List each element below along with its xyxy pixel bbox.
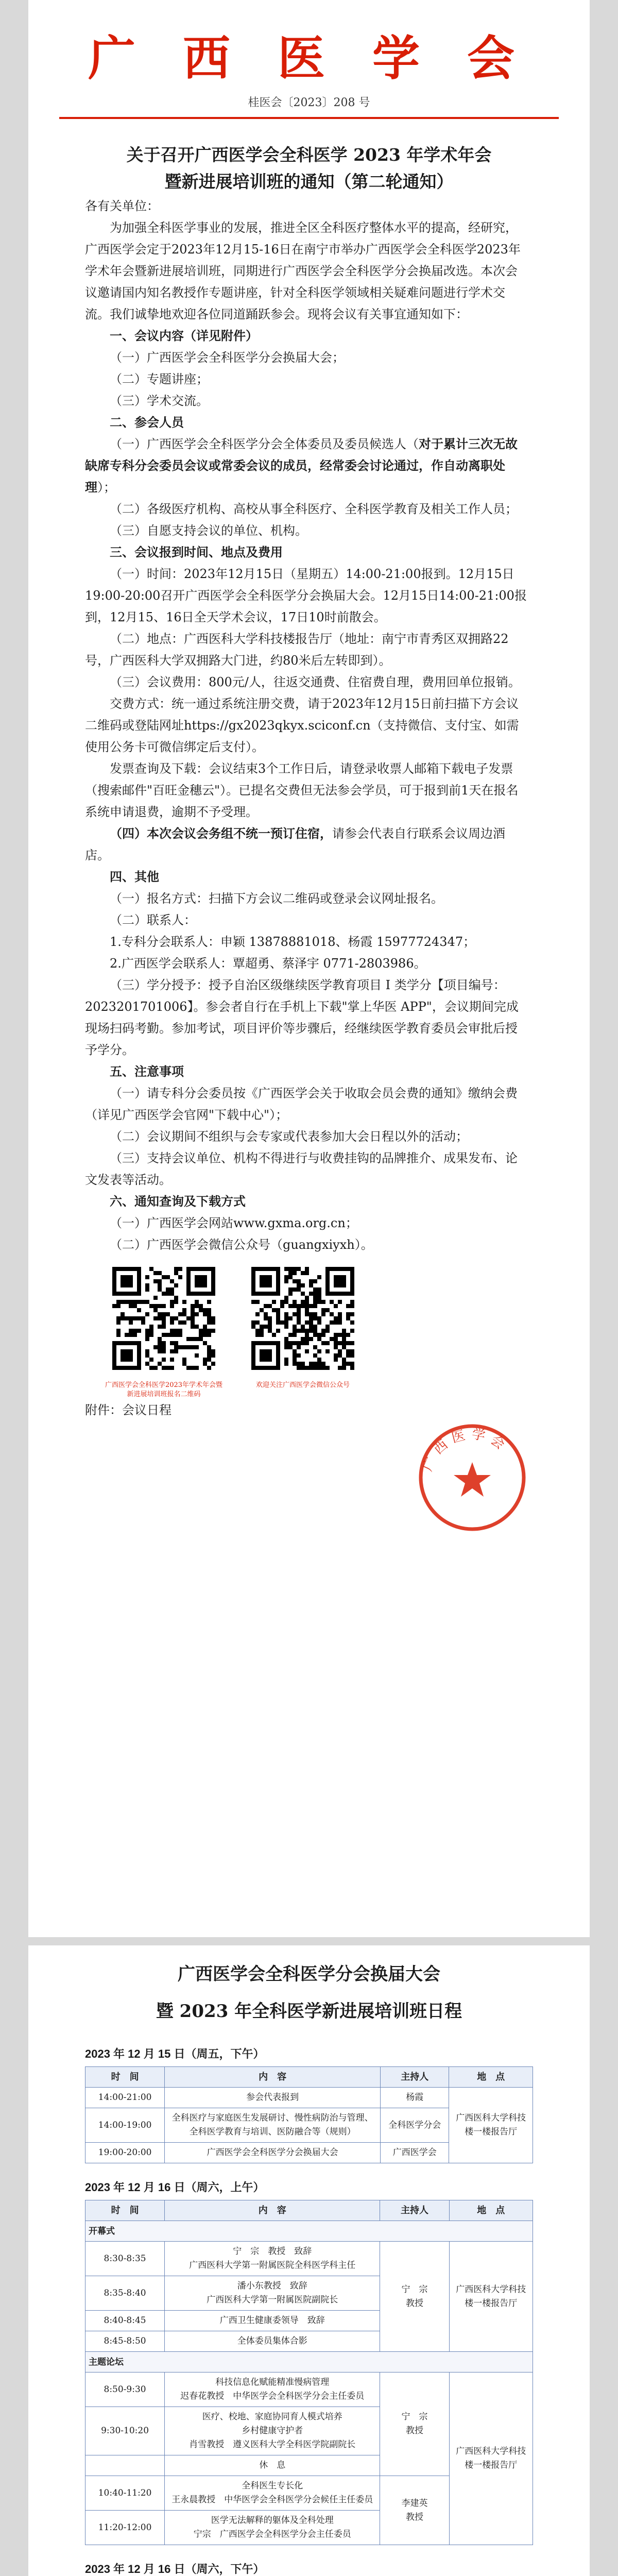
time-paragraph: （一）时间：2023年12月15日（星期五）14:00-21:00报到。12月15日19:00-20:00召开广西医学会全科医学分会换届大会。12月15日14:00-21:00报到，12月15、16日全天学术会议，17日10时前散会。 <box>85 567 527 624</box>
seal-area <box>28 1421 590 1539</box>
wechat-line: （二）广西医学会微信公众号（guangxiyxh）。 <box>110 1238 373 1252</box>
cell-content: 全科医疗与家庭医生发展研讨、慢性病防治与管理、全科医学教育与培训、医防融合等（规则） <box>165 2108 381 2143</box>
lodging-paragraph <box>85 823 529 866</box>
col-place: 地 点 <box>449 2067 533 2088</box>
notice-page <box>28 0 590 1937</box>
cell-place: 广西医科大学科技楼一楼报告厅 <box>449 2242 533 2352</box>
attendee-para-2: （二）各级医疗机构、高校从事全科医疗、全科医学教育及相关工作人员； <box>110 502 518 516</box>
salutation: 各有关单位： <box>85 199 159 213</box>
attendee-para-1-c: ）； <box>97 480 116 495</box>
svg-text:广西医学会 <box>420 1426 511 1473</box>
lodging-bold: （四）本次会议会务组不统一预订住宿， <box>110 826 332 841</box>
invoice-paragraph: 发票查询及下载：会议结束3个工作日后，请登录收票人邮箱下载电子发票（搜索邮件"百旺金穗云"）。已提名交费但无法参会学员，可于报到前1天在报名系统申请退费，逾期不予受理。 <box>85 761 519 819</box>
section-1-item: （二）专题讲座； <box>110 372 209 386</box>
cell-time: 8:45-8:50 <box>85 2331 165 2352</box>
contact-line: 2.广西医学会联系人：覃超勇、蔡泽宇 0771-2803986。 <box>110 956 426 971</box>
cell-time: 14:00-19:00 <box>85 2108 165 2143</box>
official-seal-icon <box>416 1421 529 1534</box>
section-label-opening: 开幕式 <box>85 2221 533 2242</box>
cell-time: 8:50-9:30 <box>85 2372 165 2407</box>
schedule-page <box>28 1945 590 2576</box>
cell-host: 宁 宗 教授 <box>380 2242 449 2352</box>
cell-content: 潘小东教授 致辞 广西医科大学第一附属医院副院长 <box>165 2276 380 2311</box>
cell-content: 全科医生专长化 王永晨教授 中华医学会全科医学分会候任主任委员 <box>165 2476 380 2511</box>
day-2-table <box>85 2200 533 2545</box>
day-1-table <box>85 2066 533 2163</box>
section-1-heading: 一、会议内容（详见附件） <box>110 328 258 343</box>
wechat-qr <box>244 1267 362 1399</box>
cell-time: 11:20-12:00 <box>85 2511 165 2545</box>
title-line-1: 关于召开广西医学会全科医学 2023 年学术年会 <box>126 145 492 165</box>
credit-paragraph: （三）学分授予：授予自治区级继续医学教育项目 I 类学分【项目编号：2023201701006】。参会者自行在手机上下载"掌上华医 APP"，会议期间完成现场扫码考勤。参加考试，项目评价等步骤后，经继续医学教育委员会审批后授予学分。 <box>85 978 519 1057</box>
col-host: 主持人 <box>380 2200 449 2221</box>
title-line-2: 暨新进展培训班的通知（第二轮通知） <box>164 172 454 192</box>
section-row <box>85 2352 533 2372</box>
registration-qr-code-icon[interactable] <box>112 1267 215 1370</box>
document-number: 桂医会〔2023〕208 号 <box>248 96 370 109</box>
cell-time: 8:35-8:40 <box>85 2276 165 2311</box>
payment-paragraph: 交费方式：统一通过系统注册交费，请于2023年12月15日前扫描下方会议二维码或登陆网址https://gx2023qkyx.sciconf.cn（支持微信、支付宝、如需使用公务卡可微信绑定后支付）。 <box>85 697 519 754</box>
section-1-item: （一）广西医学会全科医学分会换届大会； <box>110 350 345 365</box>
col-time: 时 间 <box>85 2067 165 2088</box>
contacts-heading: （二）联系人： <box>110 913 196 927</box>
day-2-heading: 2023 年 12 月 16 日（周六，上午） <box>85 2181 265 2194</box>
cell-time: 8:40-8:45 <box>85 2311 165 2331</box>
cell-host: 杨霞 <box>381 2088 449 2108</box>
attachment-note: 附件：会议日程 <box>85 1403 171 1417</box>
cell-content: 医学无法解释的躯体及全科处理 宁宗 广西医学会全科医学分会主任委员 <box>165 2511 380 2545</box>
location-paragraph: （二）地点：广西医科大学科技楼报告厅（地址：南宁市青秀区双拥路22号，广西医科大学双拥路大门进，约80米后左转即到）。 <box>85 632 509 668</box>
schedule-title-line-1: 广西医学会全科医学分会换届大会 <box>178 1964 440 1985</box>
col-host: 主持人 <box>381 2067 449 2088</box>
section-3-heading: 三、会议报到时间、地点及费用 <box>110 545 283 560</box>
seal-text: 广西医学会 <box>420 1426 512 1474</box>
col-content: 内 容 <box>165 2067 381 2088</box>
registration-qr-caption: 广西医学会全科医学2023年学术年会暨新进展培训班报名二维码 <box>105 1381 223 1398</box>
notes-paragraph: （二）会议期间不组织与会专家或代表参加大会日程以外的活动； <box>110 1129 468 1144</box>
cell-host: 全科医学分会 <box>381 2108 449 2143</box>
section-4-heading: 四、其他 <box>110 869 159 884</box>
cell-content: 全体委员集体合影 <box>165 2331 380 2352</box>
schedule-title-line-2: 暨 2023 年全科医学新进展培训班日程 <box>156 2001 462 2022</box>
cell-content: 参会代表报到 <box>165 2088 381 2108</box>
attendee-para-1-a: （一）广西医学会全科医学分会全体委员及委员候选人（ <box>110 437 419 451</box>
website-line: （一）广西医学会网站www.gxma.org.cn； <box>110 1216 358 1230</box>
cell-host: 广西医学会 <box>381 2143 449 2163</box>
qr-code-row <box>105 1267 529 1399</box>
notice-body <box>28 195 590 1421</box>
section-5-heading: 五、注意事项 <box>110 1064 184 1079</box>
cell-content: 宁 宗 教授 致辞 广西医科大学第一附属医院全科医学科主任 <box>165 2242 380 2276</box>
wechat-qr-caption: 欢迎关注广西医学会微信公众号 <box>255 1381 350 1389</box>
attendee-para-1 <box>85 433 529 498</box>
fee-paragraph: （三）会议费用：800元/人，往返交通费、住宿费自理，费用回单位报销。 <box>110 675 521 689</box>
cell-time: 14:00-21:00 <box>85 2088 165 2108</box>
contact-line: 1.专科分会联系人：申颖 13878881018、杨霞 15977724347； <box>110 935 476 949</box>
wechat-qr-code-icon[interactable] <box>251 1267 354 1370</box>
notes-paragraph: （一）请专科分会委员按《广西医学会关于收取会员会费的通知》缴纳会费（详见广西医学会官网"下载中心"）； <box>85 1086 518 1122</box>
section-2-heading: 二、参会人员 <box>110 415 184 430</box>
section-6-heading: 六、通知查询及下载方式 <box>110 1194 246 1209</box>
day-1-heading: 2023 年 12 月 15 日（周五，下午） <box>85 2047 265 2060</box>
attendee-para-1-bold: 对于累计三次无故缺席专科分会委员会议或常委会议的成员，经常委会讨论通过，作自动离职处理 <box>85 436 518 495</box>
col-content: 内 容 <box>165 2200 380 2221</box>
table-header-row <box>85 2067 533 2088</box>
notes-paragraph: （三）支持会议单位、机构不得进行与收费挂钩的品牌推介、成果发布、论文发表等活动。 <box>85 1151 518 1187</box>
cell-content: 科技信息化赋能精准慢病管理 迟春花教授 中华医学会全科医学分会主任委员 <box>165 2372 380 2407</box>
col-place: 地 点 <box>449 2200 533 2221</box>
table-row <box>85 2088 533 2108</box>
cell-place: 广西医科大学科技楼一楼报告厅 <box>449 2372 533 2545</box>
cell-content: 休 息 <box>165 2455 380 2476</box>
section-row <box>85 2221 533 2242</box>
lodging-rest: 请参会代表自行联系会议周边酒店。 <box>85 826 505 862</box>
section-1-item: （三）学术交流。 <box>110 394 209 408</box>
cell-time: 8:30-8:35 <box>85 2242 165 2276</box>
cell-place: 广西医科大学科技楼一楼报告厅 <box>449 2088 533 2163</box>
org-masthead: 广 西 医 学 会 <box>88 30 530 86</box>
table-header-row <box>85 2200 533 2221</box>
cell-time: 10:40-11:20 <box>85 2476 165 2511</box>
cell-content: 广西医学会全科医学分会换届大会 <box>165 2143 381 2163</box>
cell-host: 李建英 教授 <box>380 2476 449 2545</box>
registration-paragraph: （一）报名方式：扫描下方会议二维码或登录会议网址报名。 <box>110 891 443 906</box>
cell-content: 广西卫生健康委领导 致辞 <box>165 2311 380 2331</box>
document-title <box>28 142 590 195</box>
cell-host: 宁 宗 教授 <box>380 2372 449 2476</box>
section-label-forum: 主题论坛 <box>85 2352 533 2372</box>
intro-paragraph: 为加强全科医学事业的发展，推进全区全科医疗整体水平的提高，经研究，广西医学会定于2023年12月15-16日在南宁市举办广西医学会全科医学2023年学术年会暨新进展培训班，同期进行广西医学会全科医学分会换届改选。本次会议邀请国内知名教授作专题讲座，针对全科医学领域相关疑难问题进行学术交流。我们诚挚地欢迎各位同道踊跃参会。现将会议有关事宜通知如下： <box>85 221 521 321</box>
cell-time: 9:30-10:20 <box>85 2407 165 2455</box>
table-row <box>85 2242 533 2276</box>
col-time: 时 间 <box>85 2200 165 2221</box>
table-row <box>85 2372 533 2407</box>
day-3-heading: 2023 年 12 月 16 日（周六，下午） <box>85 2563 265 2575</box>
cell-time <box>85 2455 165 2476</box>
attendee-para-3: （三）自愿支持会议的单位、机构。 <box>110 523 307 538</box>
red-divider <box>59 117 559 119</box>
cell-content: 医疗、校地、家庭协同育人模式培养 乡村健康守护者 肖雪教授 遵义医科大学全科医学院副院长 <box>165 2407 380 2455</box>
registration-qr <box>105 1267 223 1399</box>
cell-time: 19:00-20:00 <box>85 2143 165 2163</box>
